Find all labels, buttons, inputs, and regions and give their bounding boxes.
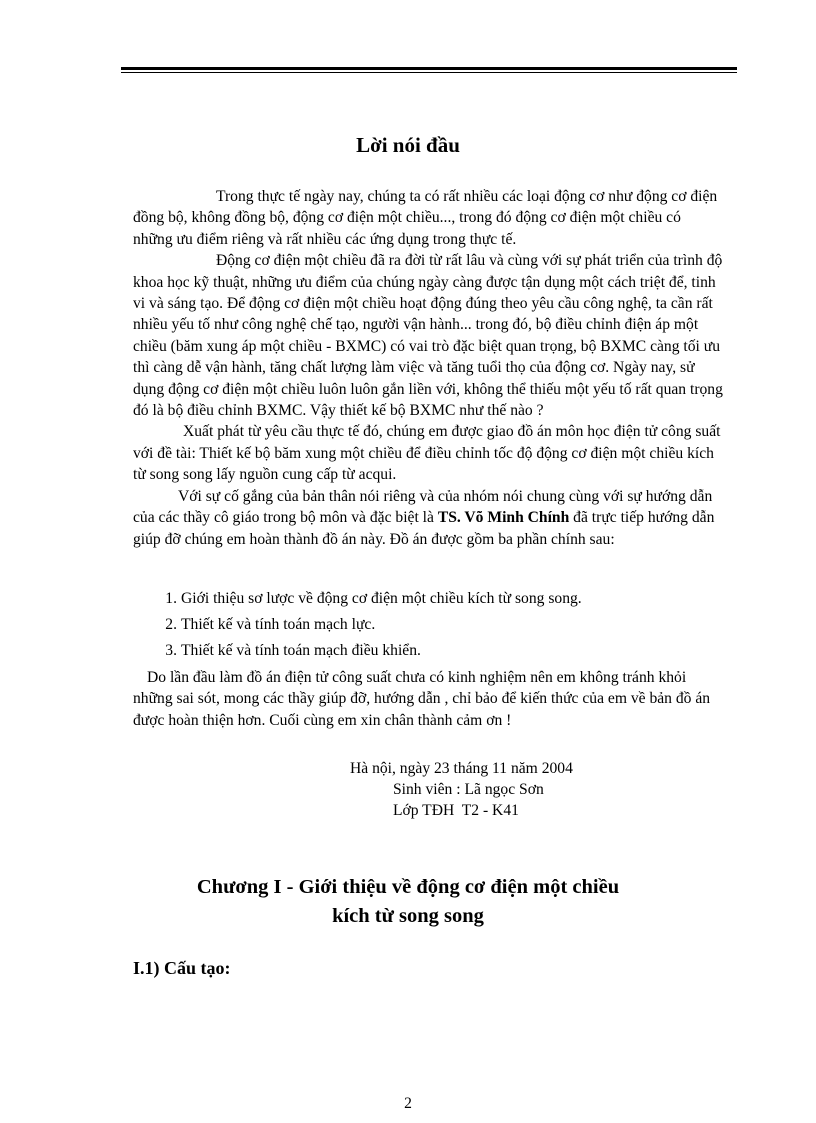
intro-text (133, 186, 723, 550)
list-item-number: 1. (165, 590, 177, 607)
page-number: 2 (404, 1095, 412, 1112)
list-item-number: 3. (165, 642, 177, 659)
list-item (133, 588, 723, 614)
signature-class: Lớp TĐH T2 - K41 (393, 802, 519, 819)
closing-text (133, 667, 723, 731)
list-item-number: 2. (165, 616, 177, 633)
chapter-title-line-2: kích từ song song (332, 905, 484, 927)
list-item-text: Thiết kế và tính toán mạch lực. (181, 616, 376, 633)
list-item-text: Thiết kế và tính toán mạch điều khiển. (181, 642, 421, 659)
page-title: Lời nói đầu (356, 133, 460, 157)
list-item-text: Giới thiệu sơ lược về động cơ điện một chiều kích từ song song. (181, 590, 582, 607)
acknowledgement-text-after: đã trực tiếp hướng dẫn giúp đỡ chúng em hoàn thành đồ án này. Đồ án được gồm ba phần chính sau: (133, 509, 715, 548)
header-rule (121, 67, 737, 73)
signature-date: Hà nội, ngày 23 tháng 11 năm 2004 (350, 760, 573, 777)
signature-block (350, 758, 573, 821)
intro-paragraph-2: Động cơ điện một chiều đã ra đời từ rất lâu và cùng với sự phát triển của trình độ khoa học kỹ thuật, những ưu điểm của chúng ngày càng được tận dụng một cách triệt để, tinh vi và sáng tạo. Để động cơ điện một chiều hoạt động đúng theo yêu cầu công nghệ, ta cần rất nhiều yếu tố như công nghệ chế tạo, người vận hành... trong đó, bộ điều chỉnh điện áp một chiều (băm xung áp một chiều - BXMC) có vai trò đặc biệt quan trọng, bộ BXMC càng tối ưu thì càng dễ vận hành, tăng chất lượng làm việc và tăng tuổi thọ của động cơ. Ngày nay, sử dụng động cơ điện một chiều luôn luôn gắn liền với, không thể thiếu một yếu tố rất quan trọng đó là bộ điều chỉnh BXMC. Vậy thiết kế bộ BXMC như thế nào ? (133, 252, 723, 420)
closing-paragraph: Do lần đầu làm đồ án điện tử công suất chưa có kinh nghiệm nên em không tránh khỏi những sai sót, mong các thầy giúp đỡ, hướng dẫn , chỉ bảo để kiến thức của em về bản đồ án được hoàn thiện hơn. Cuối cùng em xin chân thành cảm ơn ! (133, 669, 711, 729)
chapter-title-line-1: Chương I - Giới thiệu về động cơ điện một chiều (196, 876, 620, 898)
acknowledgement-paragraph (133, 486, 723, 550)
advisor-name: TS. Võ Minh Chính (437, 509, 570, 527)
list-item (133, 614, 723, 640)
acknowledgement-text-before: Với sự cố gắng của bản thân nói riêng và của nhóm nói chung cùng với sự hướng dẫn của các thầy cô giáo trong bộ môn và đặc biệt là (133, 487, 713, 527)
intro-paragraph-1: Trong thực tế ngày nay, chúng ta có rất nhiều các loại động cơ như động cơ điện đồng bộ, không đồng bộ, động cơ điện một chiều..., trong đó động cơ điện một chiều có những ưu điểm riêng và rất nhiều các ứng dụng trong thực tế. (133, 188, 718, 248)
intro-paragraph-3: Xuất phát từ yêu cầu thực tế đó, chúng em được giao đồ án môn học điện tử công suất với đề tài: Thiết kế bộ băm xung một chiều để điều chỉnh tốc độ động cơ điện một chiều kích từ song song lấy nguồn cung cấp từ acqui. (133, 423, 721, 484)
sections-list (133, 588, 723, 666)
section-heading: I.1) Cấu tạo: (133, 958, 231, 978)
list-item (133, 640, 723, 666)
chapter-title (0, 873, 816, 931)
signature-student: Sinh viên : Lã ngọc Sơn (393, 781, 544, 798)
